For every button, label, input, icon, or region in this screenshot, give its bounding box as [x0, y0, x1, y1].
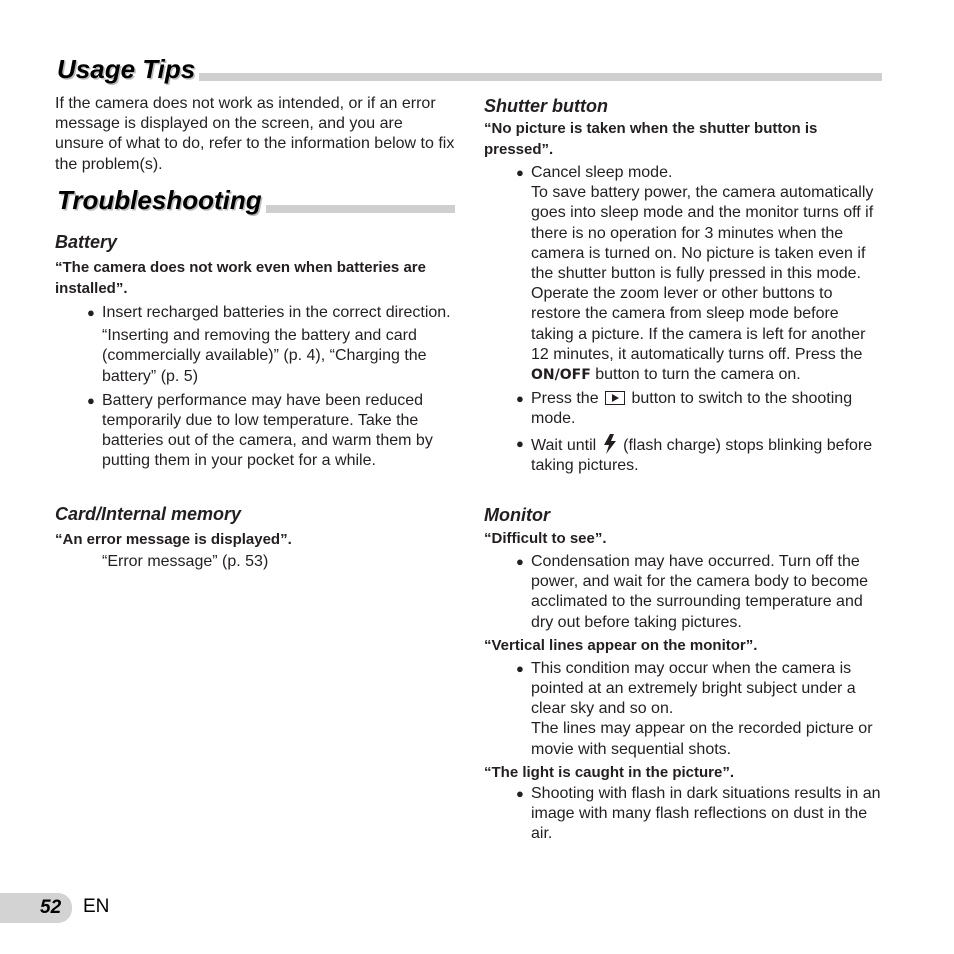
monitor-heading: Monitor: [484, 505, 550, 525]
bullet-icon: ●: [87, 305, 95, 320]
monitor-bullet-2: [484, 659, 884, 760]
card-section: [55, 503, 455, 572]
usage-tips-intro: If the camera does not work as intended, or if an error message is displayed on the screen, and you are unsure of what to do, refer to the information below to fix the problem(s).: [55, 95, 455, 173]
card-question: “An error message is displayed”.: [55, 531, 292, 548]
troubleshooting-title: Troubleshooting: [57, 185, 266, 215]
bullet-icon: ●: [516, 165, 524, 180]
bullet-icon: ●: [516, 785, 524, 801]
battery-bullet-2: [55, 391, 455, 472]
monitor-bullet-2-text: This condition may occur when the camera is pointed at an extremely bright subject under a clear sky and so on.: [531, 659, 856, 718]
monitor-bullet-3-text: Shooting with flash in dark situations results in an image with many flash reflections on dust in the air.: [531, 784, 881, 843]
usage-tips-title: Usage Tips: [57, 54, 199, 84]
monitor-question-1: “Difficult to see”.: [484, 530, 607, 547]
monitor-bullet-1: [484, 552, 884, 633]
battery-section: [55, 231, 455, 472]
troubleshooting-heading-wrap: [57, 185, 266, 217]
battery-question: “The camera does not work even when batteries are installed”.: [55, 259, 426, 297]
card-heading: Card/Internal memory: [55, 504, 242, 524]
page-number-tab: [0, 893, 72, 923]
bullet-icon: ●: [516, 435, 524, 451]
battery-bullet-1: [55, 303, 455, 323]
flash-charge-icon: [603, 434, 617, 454]
card-note: “Error message” (p. 53): [102, 553, 269, 570]
page-number: 52: [40, 897, 62, 918]
monitor-bullet-3: [484, 784, 884, 845]
monitor-question-3: “The light is caught in the picture”.: [484, 763, 735, 781]
bullet-icon: ●: [516, 660, 524, 676]
shutter-bullet-3-a: Wait until: [531, 436, 597, 454]
shutter-bullet-1: [484, 163, 884, 385]
shutter-heading: Shutter button: [484, 96, 608, 116]
battery-bullet-2-text: Battery performance may have been reduced temporarily due to low temperature. Take the batteries out of the camera, and warm them by putting them in your pocket for a while.: [102, 391, 433, 470]
monitor-question-2: “Vertical lines appear on the monitor”.: [484, 636, 758, 654]
left-column: [55, 94, 455, 175]
onoff-button-label: ON/OFF: [531, 367, 591, 384]
shutter-question: “No picture is taken when the shutter button is pressed”.: [484, 120, 818, 158]
shutter-bullet-1-body-a: To save battery power, the camera automatically goes into sleep mode and the monitor turns off if there is no operation for 3 minutes when the camera is turned on. No picture is taken even if the shutter button is fully pressed in this mode. Operate the zoom lever or other buttons to restore the camera from sleep mode before taking a picture. If the camera is left for another 12 minutes, it automatically turns off. Press the: [531, 184, 874, 363]
shutter-bullet-3: [484, 434, 884, 476]
monitor-bullet-1-text: Condensation may have occurred. Turn off the power, and wait for the camera body to become acclimated to the surrounding temperature and dry out before taking pictures.: [531, 553, 869, 631]
battery-bullet-1-text: Insert recharged batteries in the correct direction.: [102, 304, 451, 321]
page-language: EN: [83, 896, 110, 917]
bullet-icon: ●: [87, 392, 95, 408]
shutter-section: [484, 95, 884, 476]
battery-heading: Battery: [55, 232, 118, 252]
monitor-bullet-2-note: The lines may appear on the recorded picture or movie with sequential shots.: [531, 720, 873, 758]
shutter-bullet-2: [484, 389, 884, 429]
monitor-section: [484, 504, 884, 844]
shutter-bullet-3-b: (flash charge) stops blinking before taking pictures.: [531, 436, 873, 474]
shutter-bullet-2-a: Press the: [531, 390, 599, 408]
playback-button-icon: [605, 391, 625, 405]
shutter-bullet-2-b: button to switch to the shooting mode.: [531, 390, 853, 428]
bullet-icon: ●: [516, 391, 524, 407]
bullet-icon: ●: [516, 554, 524, 569]
battery-bullet-1-note: “Inserting and removing the battery and card (commercially available)” (p. 4), “Charging the battery” (p. 5): [102, 327, 427, 385]
shutter-bullet-1-body-b: button to turn the camera on.: [595, 366, 801, 384]
usage-tips-heading-wrap: [57, 54, 199, 86]
shutter-bullet-1-title: Cancel sleep mode.: [531, 164, 673, 181]
